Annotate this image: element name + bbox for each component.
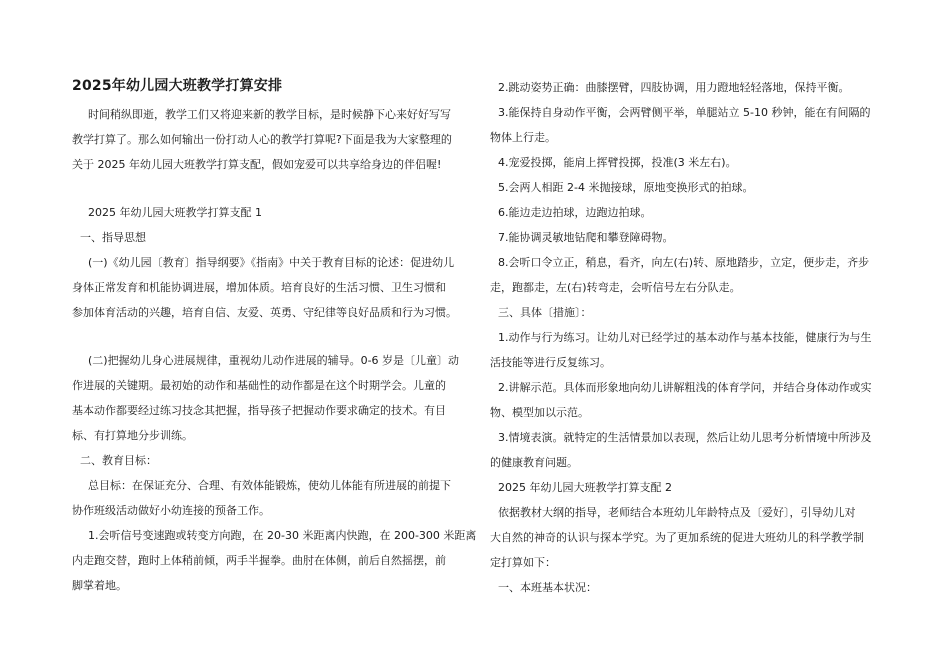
heading-guiding-thought: 一、指导思想	[80, 231, 146, 244]
list-item: 2.跳动姿势正确：曲膝摆臂，四肢协调，用力蹬地轻轻落地，保持平衡。	[498, 81, 850, 94]
paragraph-line: 内走跑交替，跑时上体稍前倾，两手半握拳。曲肘在体侧，前后自然摇摆，前	[72, 554, 446, 567]
list-item: 4.宠爱投掷，能肩上挥臂投掷，投准(3 米左右)。	[498, 156, 737, 169]
list-item: 8.会听口令立正，稍息，看齐，向左(右)转、原地踏步，立定，便步走，齐步	[498, 256, 870, 269]
paragraph-line: 身体正常发育和机能协调进展，增加体质。培育良好的生活习惯、卫生习惯和	[72, 281, 446, 294]
paragraph-line: 1.动作与行为练习。让幼儿对已经学过的基本动作与基本技能，健康行为与生	[498, 331, 872, 344]
list-item: 6.能边走边拍球，边跑边拍球。	[498, 206, 652, 219]
paragraph-line: 作进展的关键期。最初始的动作和基础性的动作都是在这个时期学会。儿童的	[72, 379, 446, 392]
paragraph-line: (二)把握幼儿身心进展规律，重视幼儿动作进展的辅导。0-6 岁是〔儿童〕动	[88, 354, 460, 367]
paragraph-line: 脚掌着地。	[72, 579, 127, 592]
intro-line-3: 关于 2025 年幼儿园大班教学打算支配，假如宠爱可以共享给身边的伴侣喔!	[72, 158, 442, 171]
heading-education-goals: 二、教育目标：	[80, 454, 157, 467]
intro-line-1: 时间稍纵即逝，教学工们又将迎来新的教学目标，是时候静下心来好好写写	[88, 108, 451, 121]
paragraph-line: 协作班级活动做好小幼连接的预备工作。	[72, 504, 270, 517]
intro-line-2: 教学打算了。那么如何输出一份打动人心的教学打算呢?下面是我为大家整理的	[72, 133, 452, 146]
paragraph-line: (一)《幼儿园〔教育〕指导纲要》《指南》中关于教育目标的论述：促进幼儿	[88, 256, 455, 269]
paragraph-line: 参加体育活动的兴趣，培育自信、友爱、英勇、守纪律等良好品质和行为习惯。	[72, 306, 457, 319]
heading-class-status: 一、本班基本状况：	[498, 581, 597, 594]
paragraph-line: 的健康教育问题。	[490, 456, 578, 469]
paragraph-line: 定打算如下：	[490, 556, 556, 569]
list-item: 7.能协调灵敏地钻爬和攀登障碍物。	[498, 231, 674, 244]
list-item: 走，跑都走，左(右)转弯走，会听信号左右分队走。	[490, 281, 741, 294]
paragraph-line: 大自然的神奇的认识与探本学究。为了更加系统的促进大班幼儿的科学教学制	[490, 531, 864, 544]
paragraph-line: 依据教材大纲的指导，老师结合本班幼儿年龄特点及〔爱好〕，引导幼儿对	[498, 506, 856, 519]
heading-measures: 三、具体〔措施〕：	[498, 306, 592, 319]
section-heading-plan-2: 2025 年幼儿园大班教学打算支配 2	[498, 481, 672, 494]
paragraph-line: 物、模型加以示范。	[490, 406, 589, 419]
paragraph-line: 总目标：在保证充分、合理、有效体能锻炼，使幼儿体能有所进展的前提下	[88, 479, 451, 492]
list-item: 3.能保持自身动作平衡，会两臂侧平举，单腿站立 5-10 秒钟，能在有间隔的	[498, 106, 871, 119]
paragraph-line: 1.会听信号变速跑或转变方向跑，在 20-30 米距离内快跑，在 200-300 米距离	[88, 529, 477, 542]
paragraph-line: 标、有打算地分步训练。	[72, 429, 193, 442]
section-heading-plan-1: 2025 年幼儿园大班教学打算支配 1	[88, 206, 262, 219]
paragraph-line: 活技能等进行反复练习。	[490, 356, 611, 369]
paragraph-line: 3.情境表演。就特定的生活情景加以表现，然后让幼儿思考分析情境中所涉及	[498, 431, 872, 444]
document-title: 2025年幼儿园大班教学打算安排	[72, 78, 283, 94]
paragraph-line: 基本动作都要经过练习技念其把握，指导孩子把握动作要求确定的技术。有目	[72, 404, 446, 417]
list-item: 5.会两人相距 2-4 米抛接球，原地变换形式的拍球。	[498, 181, 754, 194]
list-item: 物体上行走。	[490, 131, 556, 144]
paragraph-line: 2.讲解示范。具体而形象地向幼儿讲解粗浅的体育学问，并结合身体动作或实	[498, 381, 872, 394]
